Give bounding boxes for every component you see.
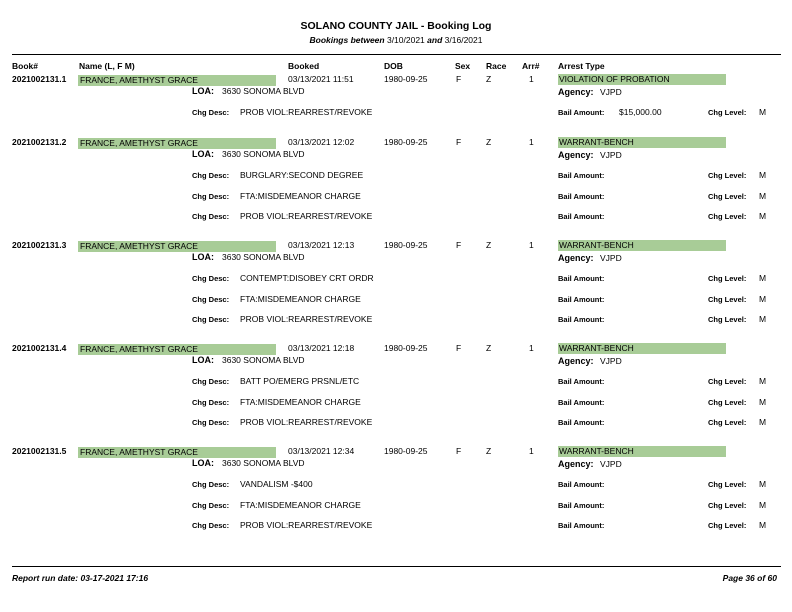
chg-desc-value: FTA:MISDEMEANOR CHARGE <box>240 190 361 201</box>
agency-label: Agency: <box>558 253 594 263</box>
agency-value: VJPD <box>600 253 622 263</box>
date-to: 3/16/2021 <box>444 35 483 45</box>
agency-value: VJPD <box>600 356 622 366</box>
header-rule <box>12 54 781 55</box>
dob: 1980-09-25 <box>384 446 428 456</box>
agency-value: VJPD <box>600 459 622 469</box>
chg-desc-label: Chg Desc: <box>192 377 230 386</box>
report-subtitle <box>0 35 792 45</box>
chg-level-value: M <box>759 396 767 407</box>
subtitle-and: and <box>427 35 443 45</box>
bail-amount-label: Bail Amount: <box>558 521 605 530</box>
agency-label: Agency: <box>558 150 594 160</box>
sex: F <box>456 74 462 84</box>
col-header-arrest-type: Arrest Type <box>558 61 605 71</box>
report-run-date: Report run date: 03-17-2021 17:16 <box>12 573 149 583</box>
chg-level-value: M <box>759 211 767 221</box>
chg-desc-value: CONTEMPT:DISOBEY CRT ORDR <box>240 273 374 283</box>
inmate-name: FRANCE, AMETHYST GRACE <box>78 344 276 355</box>
arrest-number: 1 <box>529 74 534 84</box>
agency-label: Agency: <box>558 459 594 469</box>
col-header-name: Name (L, F M) <box>79 61 135 71</box>
chg-desc-label: Chg Desc: <box>192 108 230 117</box>
chg-desc-value: PROB VIOL:REARREST/REVOKE <box>240 520 373 530</box>
chg-level-value: M <box>759 479 767 489</box>
chg-level-label: Chg Level: <box>708 521 747 530</box>
booked-datetime: 03/13/2021 11:51 <box>288 74 354 84</box>
booked-datetime: 03/13/2021 12:13 <box>288 240 355 250</box>
report-title: SOLANO COUNTY JAIL - Booking Log <box>300 20 492 32</box>
sex: F <box>456 240 462 250</box>
dob: 1980-09-25 <box>384 137 428 147</box>
book-number: 2021002131.2 <box>12 137 67 147</box>
chg-desc-value: PROB VIOL:REARREST/REVOKE <box>240 314 373 324</box>
chg-level-value: M <box>759 499 767 510</box>
col-header-book: Book# <box>12 61 38 71</box>
page-number: Page 36 of 60 <box>722 573 777 583</box>
chg-desc-label: Chg Desc: <box>192 397 230 407</box>
arrest-number: 1 <box>529 343 534 353</box>
chg-level-value: M <box>759 417 767 427</box>
agency-value: VJPD <box>600 150 622 160</box>
race: Z <box>486 446 492 456</box>
arrest-number: 1 <box>529 240 534 250</box>
loa-value: 3630 SONOMA BLVD <box>222 252 305 262</box>
bail-amount-label: Bail Amount: <box>558 480 605 489</box>
chg-level-value: M <box>759 273 767 283</box>
loa-value: 3630 SONOMA BLVD <box>222 355 305 365</box>
book-number: 2021002131.5 <box>12 446 67 456</box>
chg-desc-value: FTA:MISDEMEANOR CHARGE <box>240 293 361 304</box>
chg-desc-label: Chg Desc: <box>192 480 230 489</box>
bail-amount-label: Bail Amount: <box>558 294 605 304</box>
book-number: 2021002131.3 <box>12 240 67 250</box>
race: Z <box>486 74 492 84</box>
chg-desc-value: PROB VIOL:REARREST/REVOKE <box>240 211 373 221</box>
arrest-number: 1 <box>529 137 534 147</box>
bail-amount-label: Bail Amount: <box>558 397 605 407</box>
loa-value: 3630 SONOMA BLVD <box>222 86 305 96</box>
chg-level-value: M <box>759 520 767 530</box>
chg-level-label: Chg Level: <box>708 315 747 324</box>
col-header-booked: Booked <box>288 61 320 71</box>
chg-level-label: Chg Level: <box>708 377 747 386</box>
bail-amount-label: Bail Amount: <box>558 315 605 324</box>
booked-datetime: 03/13/2021 12:18 <box>288 343 355 353</box>
bail-amount-label: Bail Amount: <box>558 500 605 510</box>
chg-level-value: M <box>759 293 767 304</box>
chg-desc-label: Chg Desc: <box>192 191 230 201</box>
chg-desc-label: Chg Desc: <box>192 500 230 510</box>
chg-desc-value: FTA:MISDEMEANOR CHARGE <box>240 499 361 510</box>
arrest-type: WARRANT-BENCH <box>558 446 726 457</box>
chg-level-label: Chg Level: <box>708 500 747 510</box>
arrest-type: WARRANT-BENCH <box>558 343 726 354</box>
col-header-arr: Arr# <box>522 61 540 71</box>
bail-amount-label: Bail Amount: <box>558 171 605 180</box>
col-header-sex: Sex <box>455 61 471 71</box>
chg-level-value: M <box>759 376 767 386</box>
chg-level-label: Chg Level: <box>708 191 747 201</box>
col-header-dob: DOB <box>384 61 403 71</box>
inmate-name: FRANCE, AMETHYST GRACE <box>78 447 276 458</box>
race: Z <box>486 137 492 147</box>
chg-level-label: Chg Level: <box>708 171 747 180</box>
bail-amount-label: Bail Amount: <box>558 191 605 201</box>
loa-label: LOA: <box>192 355 214 365</box>
arrest-type: WARRANT-BENCH <box>558 240 726 251</box>
chg-level-label: Chg Level: <box>708 274 747 283</box>
bail-amount-label: Bail Amount: <box>558 418 605 427</box>
inmate-name: FRANCE, AMETHYST GRACE <box>78 241 276 252</box>
chg-level-label: Chg Level: <box>708 294 747 304</box>
chg-desc-label: Chg Desc: <box>192 171 230 180</box>
loa-value: 3630 SONOMA BLVD <box>222 458 305 468</box>
chg-desc-label: Chg Desc: <box>192 212 230 221</box>
chg-level-value: M <box>759 190 767 201</box>
sex: F <box>456 446 462 456</box>
agency-label: Agency: <box>558 87 594 97</box>
booked-datetime: 03/13/2021 12:02 <box>288 137 355 147</box>
chg-desc-label: Chg Desc: <box>192 418 230 427</box>
chg-desc-value: PROB VIOL:REARREST/REVOKE <box>240 107 373 117</box>
arrest-type: WARRANT-BENCH <box>558 137 726 148</box>
loa-label: LOA: <box>192 86 214 96</box>
footer-rule <box>12 566 781 567</box>
chg-desc-label: Chg Desc: <box>192 294 230 304</box>
bail-amount-label: Bail Amount: <box>558 212 605 221</box>
chg-desc-value: BATT PO/EMERG PRSNL/ETC <box>240 376 360 386</box>
chg-level-label: Chg Level: <box>708 480 747 489</box>
chg-level-label: Chg Level: <box>708 212 747 221</box>
chg-desc-value: VANDALISM -$400 <box>240 479 313 489</box>
dob: 1980-09-25 <box>384 240 428 250</box>
loa-label: LOA: <box>192 252 214 262</box>
loa-label: LOA: <box>192 458 214 468</box>
loa-value: 3630 SONOMA BLVD <box>222 149 305 159</box>
chg-desc-value: PROB VIOL:REARREST/REVOKE <box>240 417 373 427</box>
race: Z <box>486 343 492 353</box>
agency-value: VJPD <box>600 87 622 97</box>
inmate-name: FRANCE, AMETHYST GRACE <box>78 75 276 86</box>
race: Z <box>486 240 492 250</box>
sex: F <box>456 137 462 147</box>
col-header-race: Race <box>486 61 507 71</box>
chg-level-value: M <box>759 170 767 180</box>
inmate-name: FRANCE, AMETHYST GRACE <box>78 138 276 149</box>
chg-level-label: Chg Level: <box>708 397 747 407</box>
dob: 1980-09-25 <box>384 343 428 353</box>
arrest-number: 1 <box>529 446 534 456</box>
agency-label: Agency: <box>558 356 594 366</box>
chg-level-value: M <box>759 107 767 117</box>
chg-desc-label: Chg Desc: <box>192 274 230 283</box>
bail-amount-label: Bail Amount: <box>558 274 605 283</box>
loa-label: LOA: <box>192 149 214 159</box>
chg-level-label: Chg Level: <box>708 418 747 427</box>
sex: F <box>456 343 462 353</box>
chg-desc-value: BURGLARY:SECOND DEGREE <box>240 170 364 180</box>
chg-level-value: M <box>759 314 767 324</box>
chg-level-label: Chg Level: <box>708 108 747 117</box>
date-from: 3/10/2021 <box>386 35 425 45</box>
chg-desc-value: FTA:MISDEMEANOR CHARGE <box>240 396 361 407</box>
book-number: 2021002131.1 <box>12 74 67 84</box>
subtitle-prefix: Bookings between <box>309 35 385 45</box>
bail-amount-value: $15,000.00 <box>619 107 662 117</box>
chg-desc-label: Chg Desc: <box>192 315 230 324</box>
arrest-type: VIOLATION OF PROBATION <box>558 74 726 85</box>
bail-amount-label: Bail Amount: <box>558 108 605 117</box>
chg-desc-label: Chg Desc: <box>192 521 230 530</box>
dob: 1980-09-25 <box>384 74 428 84</box>
bail-amount-label: Bail Amount: <box>558 377 605 386</box>
booked-datetime: 03/13/2021 12:34 <box>288 446 355 456</box>
book-number: 2021002131.4 <box>12 343 67 353</box>
